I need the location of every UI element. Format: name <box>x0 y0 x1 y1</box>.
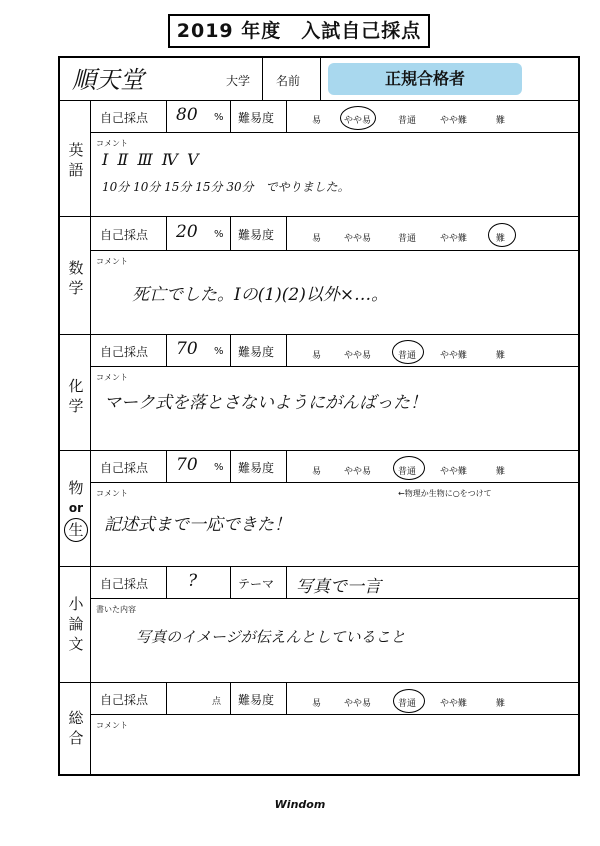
difficulty-option: 難 <box>496 116 506 126</box>
divider <box>230 100 231 132</box>
comment-label: コメント <box>96 721 128 730</box>
difficulty-option: 難 <box>496 467 506 477</box>
subject-physics: 物 <box>68 479 84 497</box>
divider <box>58 682 580 683</box>
divider <box>166 682 167 714</box>
difficulty-label: 難易度 <box>238 345 275 359</box>
result-badge: 正規合格者 <box>328 63 522 95</box>
difficulty-option: 難 <box>496 699 506 709</box>
subject-math: 数学 <box>68 259 84 297</box>
theme-value: 写真で一言 <box>296 577 381 597</box>
subject-or: or <box>68 501 84 515</box>
score-value: 70 <box>176 455 198 475</box>
subject-biology-circled: 生 <box>64 518 88 542</box>
difficulty-option: 普通 <box>398 699 417 709</box>
difficulty-label: 難易度 <box>238 111 275 125</box>
divider <box>320 56 321 100</box>
difficulty-option: やや易 <box>344 351 372 361</box>
subject-essay: 小論文 <box>68 595 84 653</box>
score-label: 自己採点 <box>100 111 149 125</box>
difficulty-option: 易 <box>312 116 322 126</box>
divider <box>90 714 580 715</box>
comment-line: 死亡でした。Ⅰの(1)(2)以外×…。 <box>132 285 389 305</box>
subject-chemistry: 化学 <box>68 377 84 415</box>
subject-physics-or-biology <box>62 478 90 542</box>
divider <box>230 216 231 250</box>
divider <box>58 100 580 101</box>
divider <box>286 450 287 482</box>
divider <box>230 334 231 366</box>
bio-note: ←物理か生物に○をつけて <box>398 489 492 498</box>
subject-overall: 総合 <box>68 709 84 747</box>
divider <box>90 250 580 251</box>
divider <box>286 100 287 132</box>
selected-circle-mark <box>393 456 425 480</box>
divider <box>90 132 580 133</box>
percent-label: % <box>214 346 224 357</box>
difficulty-option: やや易 <box>344 116 372 126</box>
difficulty-option: やや難 <box>440 116 468 126</box>
divider <box>166 100 167 132</box>
divider <box>286 566 287 598</box>
divider <box>286 682 287 714</box>
footer-brand: Windom <box>274 798 326 811</box>
difficulty-option: 普通 <box>398 467 417 477</box>
comment-line: 10分 10分 15分 15分 30分 でやりました。 <box>102 180 350 194</box>
difficulty-option: やや易 <box>344 467 372 477</box>
percent-label: % <box>214 462 224 473</box>
selected-circle-mark <box>488 223 516 247</box>
university-value: 順天堂 <box>72 66 144 94</box>
percent-label: % <box>214 229 224 240</box>
divider <box>166 566 167 598</box>
divider <box>166 334 167 366</box>
divider <box>230 450 231 482</box>
comment-line: Ⅰ Ⅱ Ⅲ Ⅳ Ⅴ <box>102 150 201 169</box>
difficulty-label: 難易度 <box>238 693 275 707</box>
divider <box>230 566 231 598</box>
comment-line: 写真のイメージが伝えんとしていること <box>136 628 406 646</box>
difficulty-option: やや難 <box>440 234 468 244</box>
score-label: 自己採点 <box>100 461 149 475</box>
divider <box>262 56 263 100</box>
score-label: 自己採点 <box>100 577 149 591</box>
divider <box>286 216 287 250</box>
page-title: 2019 年度 入試自己採点 <box>168 14 430 48</box>
essay-content-label: 書いた内容 <box>96 605 136 614</box>
subject-english: 英語 <box>68 141 84 179</box>
difficulty-option: 難 <box>496 234 506 244</box>
score-label: 自己採点 <box>100 693 149 707</box>
score-label: 自己採点 <box>100 228 149 242</box>
university-label: 大学 <box>226 74 251 88</box>
difficulty-option: 難 <box>496 351 506 361</box>
divider <box>90 598 580 599</box>
difficulty-option: やや易 <box>344 699 372 709</box>
difficulty-option: 普通 <box>398 234 417 244</box>
selected-circle-mark <box>340 106 376 130</box>
divider <box>90 100 91 776</box>
divider <box>166 216 167 250</box>
theme-label: テーマ <box>238 577 275 591</box>
difficulty-option: 普通 <box>398 116 417 126</box>
comment-label: コメント <box>96 489 128 498</box>
difficulty-label: 難易度 <box>238 228 275 242</box>
selected-circle-mark <box>392 340 424 364</box>
difficulty-option: やや易 <box>344 234 372 244</box>
divider <box>286 334 287 366</box>
comment-label: コメント <box>96 373 128 382</box>
difficulty-option: やや難 <box>440 467 468 477</box>
points-label: 点 <box>212 697 222 707</box>
divider <box>166 450 167 482</box>
score-value: 70 <box>176 339 198 359</box>
divider <box>58 450 580 451</box>
score-label: 自己採点 <box>100 345 149 359</box>
difficulty-option: 易 <box>312 467 322 477</box>
score-value: 20 <box>176 222 198 242</box>
difficulty-option: やや難 <box>440 699 468 709</box>
score-value: ? <box>188 571 198 591</box>
divider <box>58 566 580 567</box>
comment-line: 記述式まで一応できた！ <box>104 515 291 535</box>
difficulty-option: 易 <box>312 699 322 709</box>
selected-circle-mark <box>393 689 425 713</box>
comment-line: マーク式を落とさないようにがんばった！ <box>104 393 427 413</box>
comment-label: コメント <box>96 139 128 148</box>
divider <box>90 482 580 483</box>
divider <box>90 366 580 367</box>
difficulty-option: やや難 <box>440 351 468 361</box>
divider <box>230 682 231 714</box>
score-value: 80 <box>176 105 198 125</box>
divider <box>58 216 580 217</box>
difficulty-option: 易 <box>312 234 322 244</box>
comment-label: コメント <box>96 257 128 266</box>
divider <box>58 334 580 335</box>
difficulty-label: 難易度 <box>238 461 275 475</box>
percent-label: % <box>214 112 224 123</box>
name-label: 名前 <box>276 74 301 88</box>
difficulty-option: 普通 <box>398 351 417 361</box>
difficulty-option: 易 <box>312 351 322 361</box>
